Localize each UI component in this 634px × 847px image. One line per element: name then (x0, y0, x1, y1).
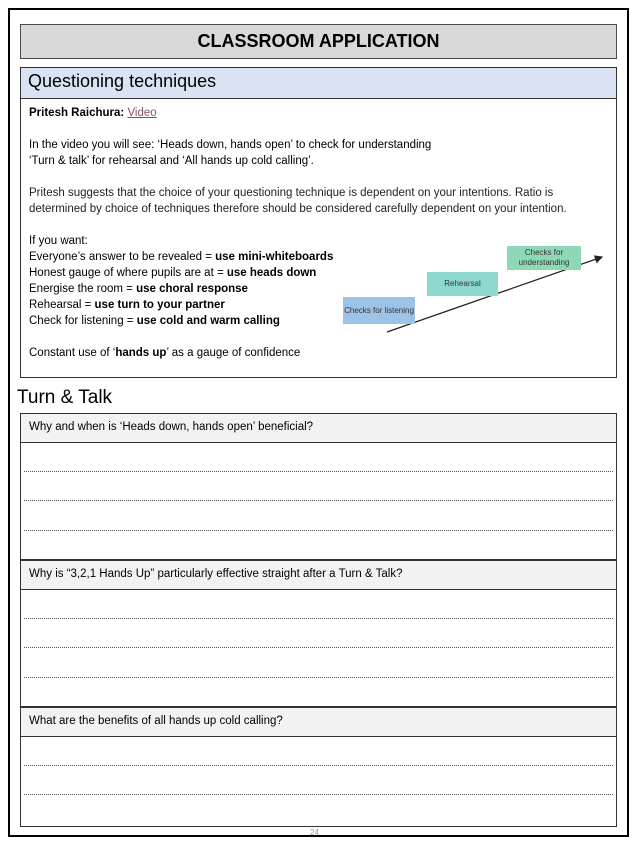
question-text: What are the benefits of all hands up cold calling? (21, 708, 616, 737)
page-number: 24 (310, 828, 319, 837)
question-block-3 (20, 707, 617, 827)
diagram-box-listening: Checks for listening (343, 297, 415, 324)
if-you-want-label: If you want: (29, 235, 88, 247)
answer-line[interactable] (24, 500, 613, 501)
constant-use-line: Constant use of ‘hands up’ as a gauge of confidence (29, 347, 301, 359)
technique-item: Check for listening = use cold and warm calling (29, 315, 280, 327)
section-heading: Questioning techniques (21, 68, 616, 99)
question-text: Why is “3,2,1 Hands Up” particularly effective straight after a Turn & Talk? (21, 561, 616, 590)
answer-line[interactable] (24, 647, 613, 648)
page-title: CLASSROOM APPLICATION (20, 24, 617, 59)
technique-item: Everyone’s answer to be revealed = use mini-whiteboards (29, 251, 334, 263)
intro-line-1: In the video you will see: ‘Heads down, hands open’ to check for understanding (29, 139, 432, 151)
answer-line[interactable] (24, 471, 613, 472)
presenter-name: Pritesh Raichura: (29, 107, 125, 119)
answer-line[interactable] (24, 530, 613, 531)
answer-line[interactable] (24, 618, 613, 619)
answer-line[interactable] (24, 794, 613, 795)
presenter-line (29, 105, 608, 121)
video-link[interactable]: Video (127, 107, 157, 119)
turn-talk-title: Turn & Talk (17, 387, 113, 408)
intro-line-2: ‘Turn & talk’ for rehearsal and ‘All hands up cold calling’. (29, 155, 314, 167)
answer-line[interactable] (24, 765, 613, 766)
diagram-box-understanding: Checks for understanding (507, 246, 581, 270)
technique-diagram (341, 245, 611, 335)
answer-line[interactable] (24, 677, 613, 678)
technique-item: Energise the room = use choral response (29, 283, 248, 295)
question-text: Why and when is ‘Heads down, hands open’ beneficial? (21, 414, 616, 443)
technique-item: Rehearsal = use turn to your partner (29, 299, 225, 311)
question-block-2 (20, 560, 617, 707)
technique-item: Honest gauge of where pupils are at = use heads down (29, 267, 317, 279)
question-block-1 (20, 413, 617, 560)
diagram-box-rehearsal: Rehearsal (427, 272, 498, 296)
description-paragraph: Pritesh suggests that the choice of your questioning technique is dependent on your intentions. Ratio is determined by choice of techniques therefore should be considered carefully dependent on your intention. (29, 187, 567, 215)
